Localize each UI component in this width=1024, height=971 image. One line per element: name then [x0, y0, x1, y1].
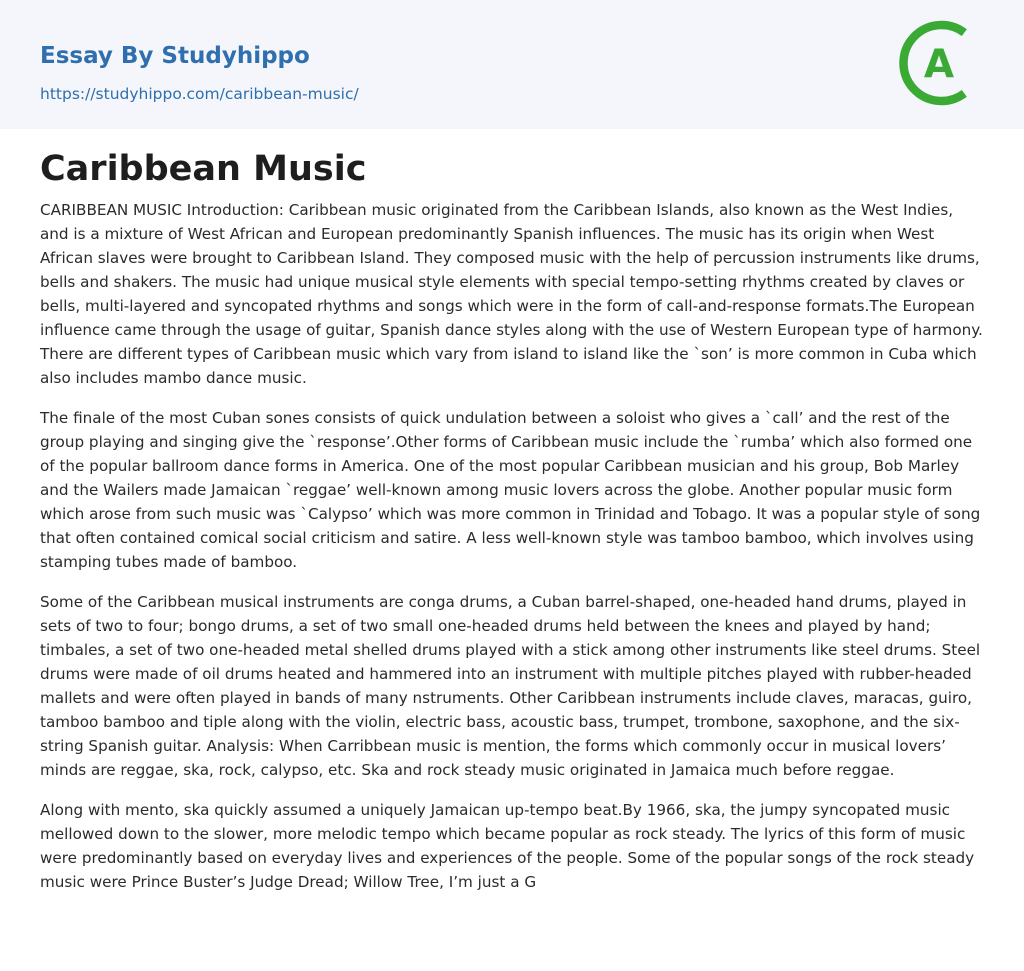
essay-content — [0, 129, 1024, 894]
page-title: Caribbean Music — [40, 149, 367, 189]
essay-paragraph-1: CARIBBEAN MUSIC Introduction: Caribbean music originated from the Caribbean Islands, also known as the West Indies, and is a mixture of West African and European predominantly Spanish influences. The music has its origin when West African slaves were brought to Caribbean Island. They composed music with the help of percussion instruments like drums, bells and shakers. The music had unique musical style elements with special tempo-setting rhythms created by claves or bells, multi-layered and syncopated rhythms and songs which were in the form of call-and-response formats.The European influence came through the usage of guitar, Spanish dance styles along with the use of Western European type of harmony. There are different types of Caribbean music which vary from island to island like the `son’ is more common in Cuba which also includes mambo dance music. — [40, 201, 983, 387]
essay-paragraph-3: Some of the Caribbean musical instruments are conga drums, a Cuban barrel-shaped, one-headed hand drums, played in sets of two to four; bongo drums, a set of two small one-headed drums held between the knees and played by hand; timbales, a set of two one-headed metal shelled drums played with a stick among other instruments like steel drums. Steel drums were made of oil drums heated and hammered into an instrument with multiple pitches played with rubber-headed mallets and were often played in bands of many nstruments. Other Caribbean instruments include claves, maracas, guiro, tamboo bamboo and tiple along with the violin, electric bass, acoustic bass, trumpet, trombone, saxophone, and the six-string Spanish guitar. Analysis: When Carribbean music is mention, the forms which commonly occur in musical lovers’ minds are reggae, ska, rock, calypso, etc. Ska and rock steady music originated in Jamaica much before reggae. — [40, 593, 981, 779]
essay-paragraph-4: Along with mento, ska quickly assumed a uniquely Jamaican up-tempo beat.By 1966, ska, the jumpy syncopated music mellowed down to the slower, more melodic tempo which became popular as rock steady. The lyrics of this form of music were predominantly based on everyday lives and experiences of the people. Some of the popular songs of the rock steady music were Prince Buster’s Judge Dread; Willow Tree, I’m just a G — [40, 801, 975, 891]
site-header — [0, 0, 1024, 129]
logo-letter: A — [923, 42, 955, 87]
brand-title: Essay By Studyhippo — [40, 43, 310, 69]
essay-paragraph-2: The finale of the most Cuban sones consists of quick undulation between a soloist who gives a `call’ and the rest of the group playing and singing give the `response’.Other forms of Caribbean music include the `rumba’ which also formed one of the popular ballroom dance forms in America. One of the most popular Caribbean musician and his group, Bob Marley and the Wailers made Jamaican `reggae’ well-known among music lovers across the globe. Another popular music form which arose from such music was `Calypso’ which was more common in Trinidad and Tobago. It was a popular style of song that often contained comical social criticism and satire. A less well-known style was tamboo bamboo, which involves using stamping tubes made of bamboo. — [40, 409, 981, 571]
essay-url-link[interactable]: https://studyhippo.com/caribbean-music/ — [40, 85, 359, 103]
studyhippo-logo-icon[interactable] — [896, 18, 986, 108]
